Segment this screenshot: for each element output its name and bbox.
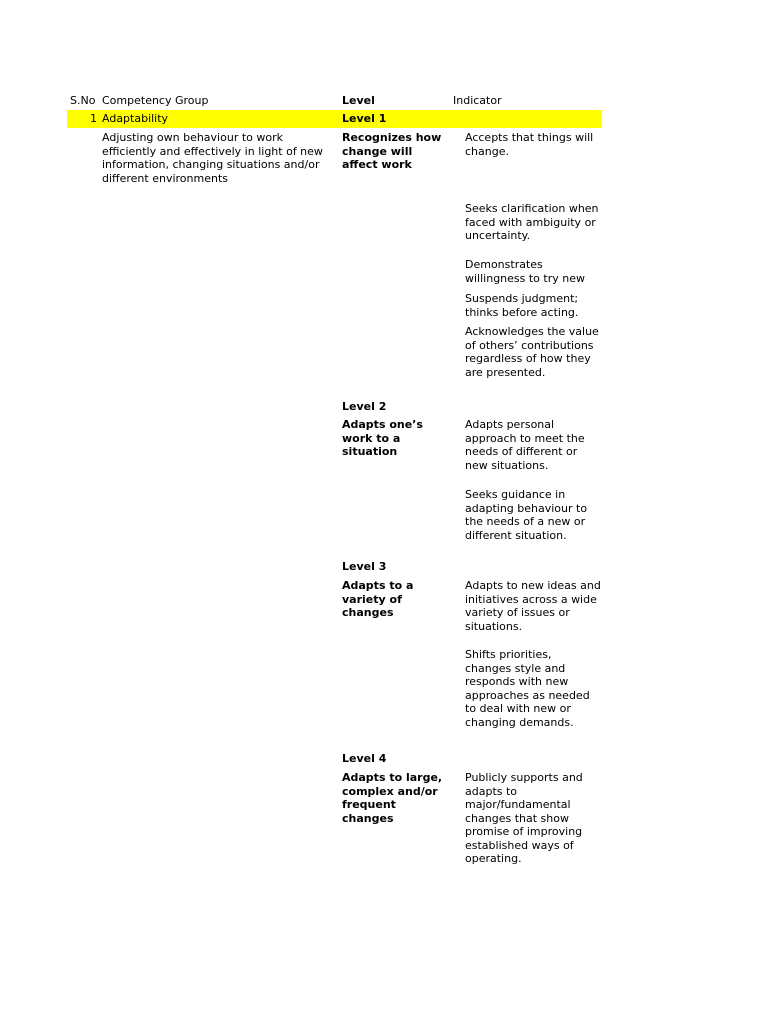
indicator-2-1: Adapts personal approach to meet the needs of different or new situations. <box>465 418 585 472</box>
indicator-1-4: Suspends judgment; thinks before acting. <box>465 292 579 319</box>
level-3-label: Level 3 <box>342 560 387 573</box>
indicator-4-1: Publicly supports and adapts to major/fundamental changes that show promise of improving established ways of operating. <box>465 771 583 865</box>
indicator-1-3: Demonstrates willingness to try new <box>465 258 585 285</box>
indicator-1-1: Accepts that things will change. <box>465 131 594 158</box>
indicator-3-1: Adapts to new ideas and initiatives across a wide variety of issues or situations. <box>465 579 601 633</box>
indicator-1-2: Seeks clarification when faced with ambiguity or uncertainty. <box>465 202 599 242</box>
header-competency-group: Competency Group <box>102 94 209 107</box>
header-sno: S.No <box>70 94 96 107</box>
competency-name: Adaptability <box>102 112 169 125</box>
indicator-3-2: Shifts priorities, changes style and responds with new approaches as needed to deal with new or changing demands. <box>465 648 590 729</box>
level-1-label: Level 1 <box>342 112 387 125</box>
level-1-title: Recognizes how change will affect work <box>342 131 442 171</box>
header-indicator: Indicator <box>453 94 502 107</box>
level-2-label: Level 2 <box>342 400 387 413</box>
level-3-title: Adapts to a variety of changes <box>342 579 414 619</box>
indicator-2-2: Seeks guidance in adapting behaviour to the needs of a new or different situation. <box>465 488 588 542</box>
competency-description: Adjusting own behaviour to work efficiently and effectively in light of new information, changing situations and/or different environments <box>102 131 323 185</box>
level-2-title: Adapts one’s work to a situation <box>342 418 423 458</box>
header-level: Level <box>342 94 375 107</box>
level-4-label: Level 4 <box>342 752 387 765</box>
level-4-title: Adapts to large, complex and/or frequent changes <box>342 771 443 825</box>
indicator-1-5: Acknowledges the value of others’ contributions regardless of how they are presented. <box>465 325 599 379</box>
row-sno: 1 <box>90 112 97 125</box>
